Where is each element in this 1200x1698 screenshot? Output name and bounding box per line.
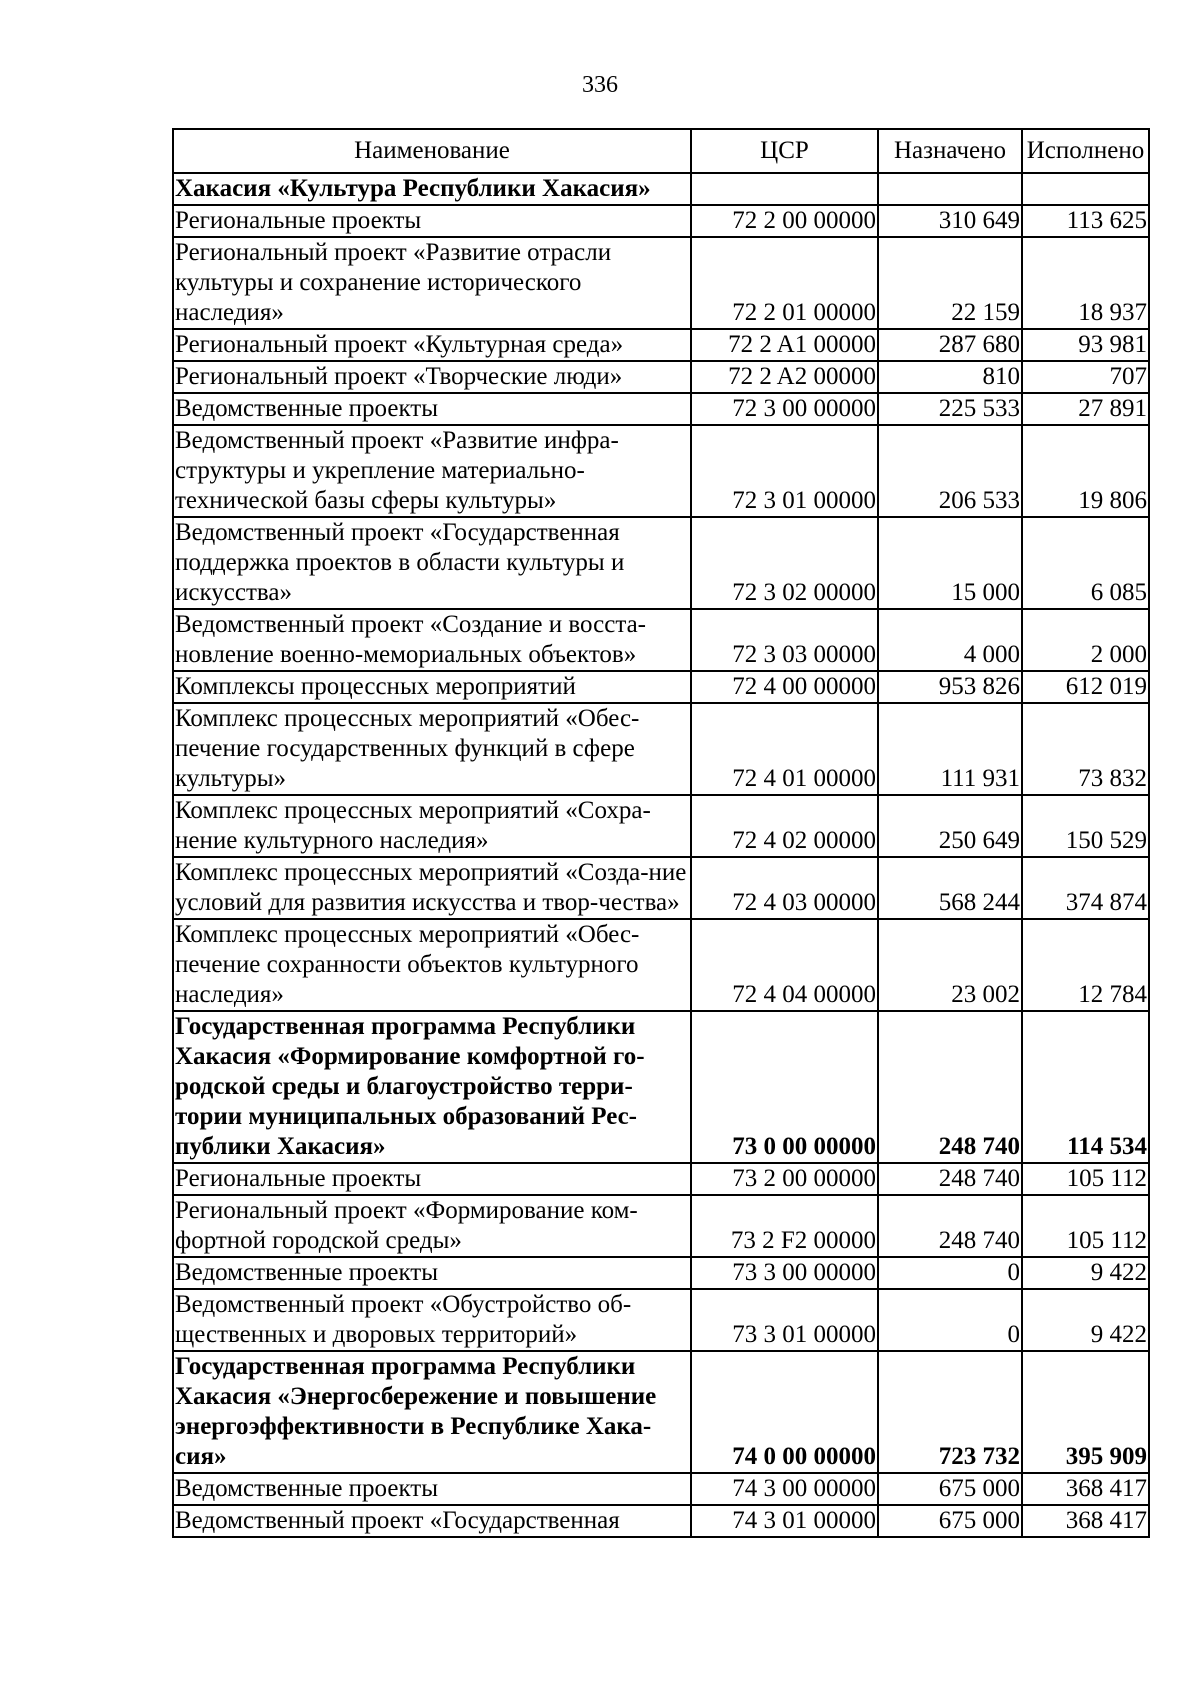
table-row: [173, 1163, 1149, 1195]
row-csr-cell: 74 3 00 00000: [691, 1473, 878, 1505]
row-name-cell: Ведомственный проект «Обустройство об-щественных и дворовых территорий»: [173, 1289, 691, 1351]
row-csr-cell: 74 0 00 00000: [691, 1351, 878, 1473]
row-planned-cell: 0: [878, 1289, 1022, 1351]
row-name-cell: Ведомственные проекты: [173, 1473, 691, 1505]
row-executed-cell: 368 417: [1022, 1505, 1149, 1537]
row-name-cell: Региональный проект «Формирование ком-фортной городской среды»: [173, 1195, 691, 1257]
row-executed-cell: 19 806: [1022, 425, 1149, 517]
row-executed-cell: 612 019: [1022, 671, 1149, 703]
row-name-cell: Государственная программа Республики Хакасия «Формирование комфортной го-родской среды и благоустройство терри-тории муниципальных образований Рес-публики Хакасия»: [173, 1011, 691, 1163]
row-planned-cell: 206 533: [878, 425, 1022, 517]
row-csr-cell: 72 2 A1 00000: [691, 329, 878, 361]
row-name-cell: Ведомственные проекты: [173, 393, 691, 425]
row-executed-cell: 114 534: [1022, 1011, 1149, 1163]
table-row: [173, 671, 1149, 703]
row-executed-cell: 105 112: [1022, 1195, 1149, 1257]
row-planned-cell: 310 649: [878, 205, 1022, 237]
row-name-cell: Комплекс процессных мероприятий «Сохра-нение культурного наследия»: [173, 795, 691, 857]
row-executed-cell: 150 529: [1022, 795, 1149, 857]
table-row: [173, 237, 1149, 329]
row-planned-cell: 675 000: [878, 1473, 1022, 1505]
row-name-cell: Ведомственный проект «Государственная: [173, 1505, 691, 1537]
row-csr-cell: 72 4 03 00000: [691, 857, 878, 919]
row-name-cell: Комплекс процессных мероприятий «Обес-печение сохранности объектов культурного наследия»: [173, 919, 691, 1011]
table-row: [173, 425, 1149, 517]
header-planned: Назначено: [878, 129, 1022, 173]
row-csr-cell: 72 4 04 00000: [691, 919, 878, 1011]
row-executed-cell: 395 909: [1022, 1351, 1149, 1473]
row-csr-cell: 72 3 00 00000: [691, 393, 878, 425]
row-csr-cell: 72 2 01 00000: [691, 237, 878, 329]
row-name-cell: Ведомственный проект «Развитие инфра-структуры и укрепление материально-технической базы сферы культуры»: [173, 425, 691, 517]
row-planned-cell: 287 680: [878, 329, 1022, 361]
table-row: [173, 1257, 1149, 1289]
row-csr-cell: 72 2 00 00000: [691, 205, 878, 237]
row-name-cell: Хакасия «Культура Республики Хакасия»: [173, 173, 691, 205]
row-executed-cell: 368 417: [1022, 1473, 1149, 1505]
row-csr-cell: [691, 173, 878, 205]
row-name-cell: Региональный проект «Развитие отрасли культуры и сохранение исторического наследия»: [173, 237, 691, 329]
row-name-cell: Комплексы процессных мероприятий: [173, 671, 691, 703]
table-row: [173, 1473, 1149, 1505]
row-planned-cell: 250 649: [878, 795, 1022, 857]
row-csr-cell: 73 3 01 00000: [691, 1289, 878, 1351]
row-name-cell: Государственная программа Республики Хакасия «Энергосбережение и повышение энергоэффективности в Республике Хака-сия»: [173, 1351, 691, 1473]
table-row: [173, 1195, 1149, 1257]
row-planned-cell: 248 740: [878, 1163, 1022, 1195]
row-executed-cell: 27 891: [1022, 393, 1149, 425]
table-row: [173, 1351, 1149, 1473]
row-executed-cell: 113 625: [1022, 205, 1149, 237]
table-row: [173, 1289, 1149, 1351]
row-executed-cell: 374 874: [1022, 857, 1149, 919]
table-body: [173, 173, 1149, 1537]
row-planned-cell: [878, 173, 1022, 205]
row-planned-cell: 15 000: [878, 517, 1022, 609]
row-csr-cell: 72 3 01 00000: [691, 425, 878, 517]
row-planned-cell: 248 740: [878, 1195, 1022, 1257]
page-number: 336: [582, 72, 618, 98]
row-name-cell: Ведомственные проекты: [173, 1257, 691, 1289]
row-name-cell: Региональные проекты: [173, 205, 691, 237]
row-executed-cell: 73 832: [1022, 703, 1149, 795]
table-row: [173, 919, 1149, 1011]
row-planned-cell: 248 740: [878, 1011, 1022, 1163]
row-planned-cell: 111 931: [878, 703, 1022, 795]
row-planned-cell: 225 533: [878, 393, 1022, 425]
row-name-cell: Комплекс процессных мероприятий «Созда-ние условий для развития искусства и твор-чества»: [173, 857, 691, 919]
row-name-cell: Ведомственный проект «Создание и восста-новление военно-мемориальных объектов»: [173, 609, 691, 671]
row-planned-cell: 4 000: [878, 609, 1022, 671]
row-csr-cell: 72 3 03 00000: [691, 609, 878, 671]
budget-table: [172, 128, 1150, 1538]
table-row: [173, 795, 1149, 857]
table-row: [173, 517, 1149, 609]
row-csr-cell: 72 4 00 00000: [691, 671, 878, 703]
row-name-cell: Комплекс процессных мероприятий «Обес-печение государственных функций в сфере культуры»: [173, 703, 691, 795]
row-planned-cell: 810: [878, 361, 1022, 393]
table-row: [173, 361, 1149, 393]
row-planned-cell: 0: [878, 1257, 1022, 1289]
row-csr-cell: 72 3 02 00000: [691, 517, 878, 609]
row-name-cell: Региональный проект «Творческие люди»: [173, 361, 691, 393]
row-csr-cell: 73 2 00 00000: [691, 1163, 878, 1195]
table-row: [173, 1505, 1149, 1537]
row-executed-cell: 6 085: [1022, 517, 1149, 609]
row-csr-cell: 73 0 00 00000: [691, 1011, 878, 1163]
row-planned-cell: 953 826: [878, 671, 1022, 703]
row-executed-cell: 707: [1022, 361, 1149, 393]
header-name: Наименование: [173, 129, 691, 173]
table-row: [173, 173, 1149, 205]
header-row: [173, 129, 1149, 173]
row-planned-cell: 23 002: [878, 919, 1022, 1011]
table-row: [173, 205, 1149, 237]
row-csr-cell: 72 4 01 00000: [691, 703, 878, 795]
table-row: [173, 609, 1149, 671]
row-csr-cell: 72 4 02 00000: [691, 795, 878, 857]
row-csr-cell: 74 3 01 00000: [691, 1505, 878, 1537]
row-planned-cell: 568 244: [878, 857, 1022, 919]
table-row: [173, 329, 1149, 361]
row-name-cell: Региональный проект «Культурная среда»: [173, 329, 691, 361]
row-planned-cell: 22 159: [878, 237, 1022, 329]
table-row: [173, 857, 1149, 919]
row-executed-cell: 2 000: [1022, 609, 1149, 671]
row-executed-cell: 12 784: [1022, 919, 1149, 1011]
row-name-cell: Ведомственный проект «Государственная поддержка проектов в области культуры и искусства»: [173, 517, 691, 609]
table-row: [173, 393, 1149, 425]
table-header: [173, 129, 1149, 173]
row-executed-cell: 105 112: [1022, 1163, 1149, 1195]
row-planned-cell: 675 000: [878, 1505, 1022, 1537]
row-executed-cell: 9 422: [1022, 1257, 1149, 1289]
table-row: [173, 1011, 1149, 1163]
table-row: [173, 703, 1149, 795]
row-planned-cell: 723 732: [878, 1351, 1022, 1473]
row-executed-cell: 18 937: [1022, 237, 1149, 329]
row-executed-cell: [1022, 173, 1149, 205]
header-executed: Исполнено: [1022, 129, 1149, 173]
header-csr: ЦСР: [691, 129, 878, 173]
row-name-cell: Региональные проекты: [173, 1163, 691, 1195]
row-executed-cell: 9 422: [1022, 1289, 1149, 1351]
row-csr-cell: 73 3 00 00000: [691, 1257, 878, 1289]
row-csr-cell: 72 2 A2 00000: [691, 361, 878, 393]
row-csr-cell: 73 2 F2 00000: [691, 1195, 878, 1257]
row-executed-cell: 93 981: [1022, 329, 1149, 361]
